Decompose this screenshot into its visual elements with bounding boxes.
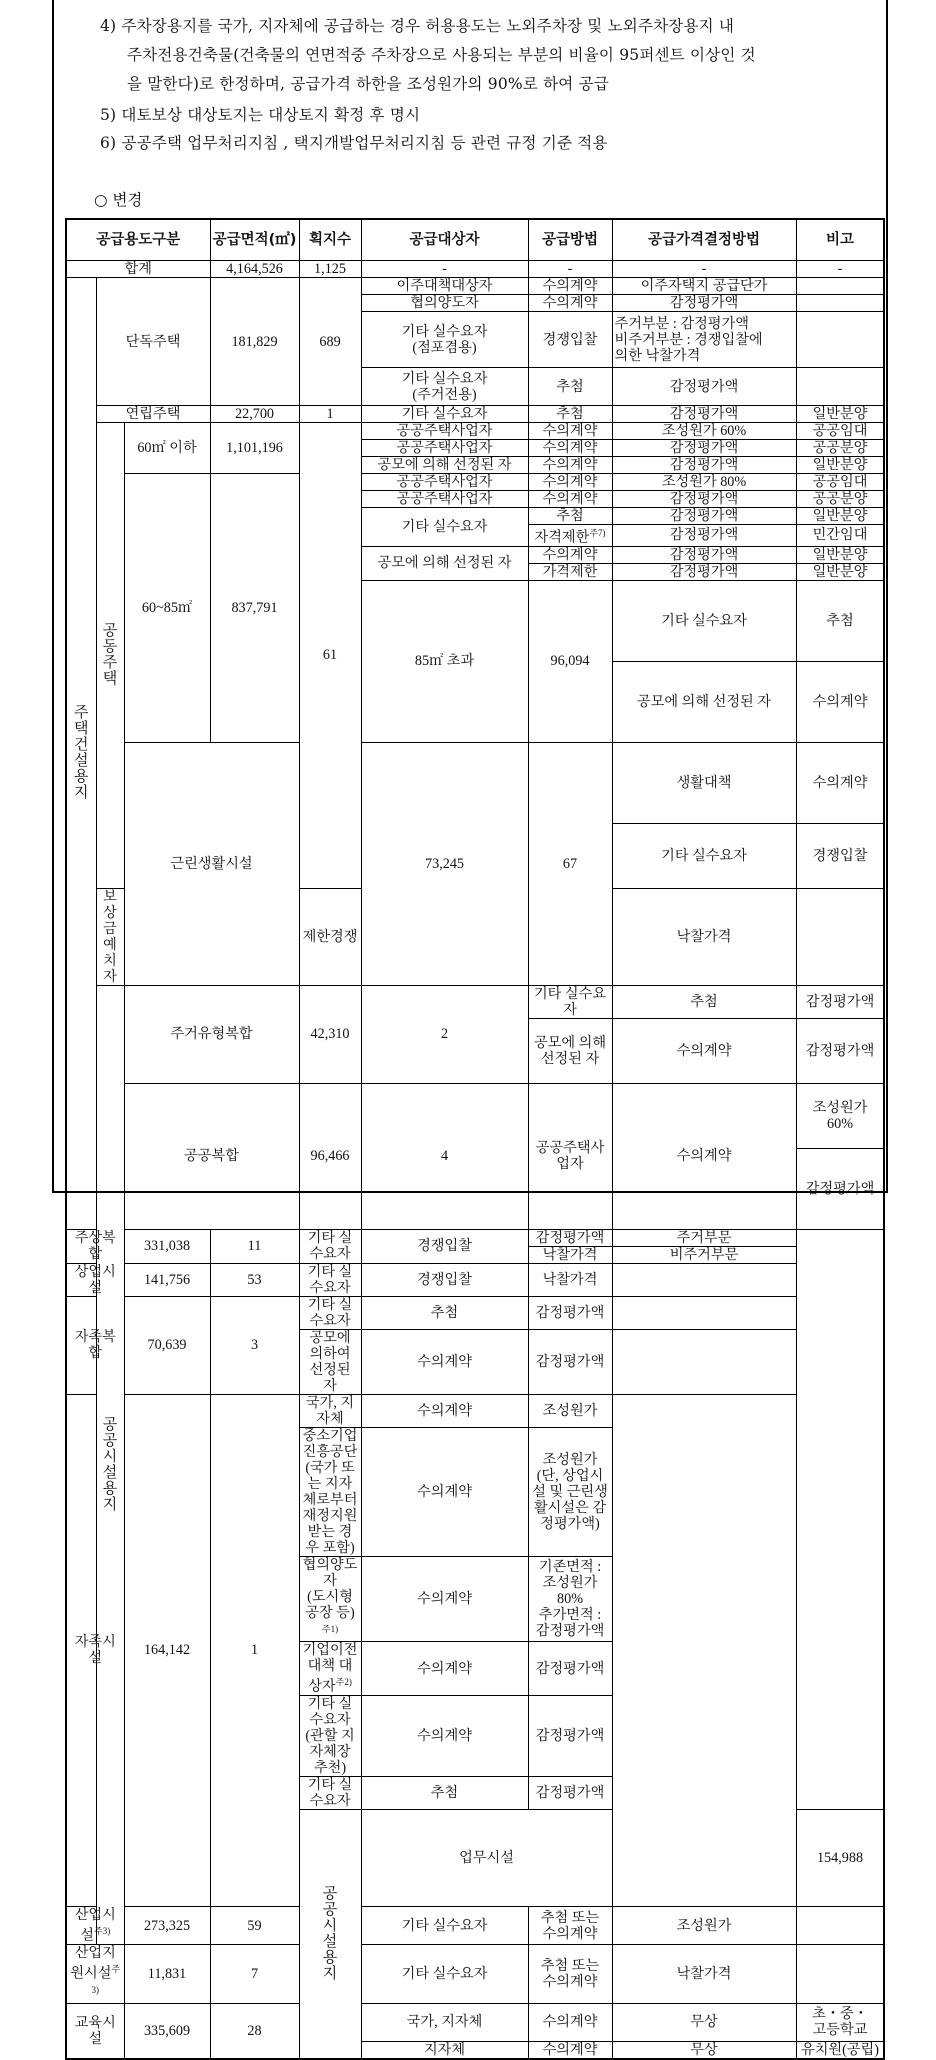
category: 근린생활시설 <box>124 742 299 985</box>
method <box>528 525 612 547</box>
category: 주거유형복합 <box>124 985 299 1083</box>
method: 수의계약 <box>528 457 612 474</box>
target: 공공주택사업자 <box>361 474 528 491</box>
target: 공공주택사업자 <box>361 423 528 440</box>
remark: 민간임대 <box>796 525 884 547</box>
price: 조성원가 60% <box>796 1083 884 1148</box>
area: 96,466 <box>299 1083 361 1229</box>
lots: 61 <box>299 423 361 889</box>
price: 감정평가액 <box>612 525 796 547</box>
method: 추첨 <box>796 580 884 661</box>
total-label: 합계 <box>66 261 210 278</box>
footnote: 주2) <box>335 1677 352 1688</box>
target <box>299 1329 361 1394</box>
method: 수의계약 <box>528 2041 612 2059</box>
table-row <box>66 742 884 823</box>
lots: 67 <box>528 742 612 985</box>
price: 감정평가액 <box>528 1777 612 1810</box>
price: 감정평가액 <box>612 457 796 474</box>
price: 감정평가액 <box>612 295 796 312</box>
remark <box>796 1907 884 1945</box>
group-label: 공동주택 <box>102 623 118 688</box>
lots: 1 <box>210 1394 299 1906</box>
group-apartment <box>96 423 124 889</box>
method: 추첨 <box>528 368 612 406</box>
price: 조성원가 60% <box>612 423 796 440</box>
lots: 2 <box>361 985 528 1083</box>
text: 재정지원 받는 경우 포함) <box>302 1507 358 1556</box>
method: 수의계약 <box>612 1083 796 1229</box>
method: 수의계약 <box>528 295 612 312</box>
method: 제한경쟁 <box>299 888 361 985</box>
dash: - <box>612 261 796 278</box>
remark: 일반분양 <box>796 563 884 580</box>
remark: 공공분양 <box>796 440 884 457</box>
text: (주거전용) <box>412 386 477 403</box>
method: 경쟁입찰 <box>528 312 612 368</box>
remark: 유치원(공립) <box>796 2041 884 2059</box>
group-label: 주택건설용지 <box>74 705 89 802</box>
text: 의한 낙찰가격 <box>614 347 701 364</box>
category: 업무시설 <box>361 1810 612 1907</box>
supply-table <box>65 218 885 2060</box>
area: 273,325 <box>124 1907 210 1945</box>
remark: 일반분양 <box>796 546 884 563</box>
price: 감정평가액 <box>528 1329 612 1394</box>
text: 중소기업진흥공단 <box>302 1427 358 1460</box>
text: (점포겸용) <box>412 339 477 356</box>
text: 활시설은 감정평가액) <box>533 1499 607 1532</box>
lots: 28 <box>210 2003 299 2059</box>
group-label: 공공시설용지 <box>102 1416 118 1513</box>
table-row <box>66 1229 884 1246</box>
price: 무상 <box>612 2041 796 2059</box>
category: 60㎡ 이하 <box>124 423 210 474</box>
category <box>66 1945 124 2003</box>
text: 추첨 또는 <box>540 1957 600 1974</box>
group-public-2 <box>299 1810 361 2059</box>
total-area: 4,164,526 <box>210 261 299 278</box>
target <box>361 368 528 406</box>
price: 감정평가액 <box>612 508 796 525</box>
price <box>528 1556 612 1642</box>
text: 기타 실수요자 <box>401 323 488 340</box>
target: 기타 실수요자 <box>361 1907 528 1945</box>
lots: 11 <box>210 1229 299 1263</box>
target: 기타 실수요자 <box>612 580 796 661</box>
footnote: 주3) <box>91 1964 121 1995</box>
text: 주거부분 : 감정평가액 <box>614 315 749 332</box>
footnote: 주7) <box>589 528 606 538</box>
dash: - <box>528 261 612 278</box>
note-4-line2: 주차전용건축물(건축물의 연면적중 주차장으로 사용되는 부분의 비율이 95퍼센트 이상인 것 <box>127 46 756 64</box>
text: 수의계약 <box>542 1973 598 1990</box>
category: 상업시설 <box>66 1263 124 1296</box>
category: 교육시설 <box>66 2003 124 2059</box>
table-row <box>66 406 884 423</box>
method: 수의계약 <box>361 1394 528 1427</box>
table-row <box>66 1394 884 1427</box>
method: 경쟁입찰 <box>361 1263 528 1296</box>
method: 추첨 <box>528 406 612 423</box>
col-header: 공급면적(㎡) <box>210 219 299 261</box>
method: 추첨 <box>612 985 796 1018</box>
area: 96,094 <box>528 580 612 742</box>
target: 기타 실수요자 <box>299 1296 361 1329</box>
category: 연립주택 <box>96 406 210 423</box>
area: 141,756 <box>124 1263 210 1296</box>
target: 공모에 의해 선정된 자 <box>361 457 528 474</box>
lots: 53 <box>210 1263 299 1296</box>
remark <box>796 278 884 295</box>
area: 331,038 <box>124 1229 210 1263</box>
text: 기타 실수요자 <box>307 1696 353 1729</box>
text: 추가면적 : 감정평가액 <box>535 1607 605 1640</box>
price: 조성원가 80% <box>612 474 796 491</box>
method: 수의계약 <box>528 278 612 295</box>
dash: - <box>361 261 528 278</box>
price: 낙찰가격 <box>612 888 796 985</box>
price: 감정평가액 <box>796 1148 884 1229</box>
price: 낙찰가격 <box>612 1945 796 2003</box>
price: 감정평가액 <box>528 1229 612 1246</box>
price: 감정평가액 <box>528 1696 612 1777</box>
change-label: ○ 변경 <box>94 191 143 209</box>
price: 감정평가액 <box>528 1642 612 1696</box>
remark <box>796 1945 884 2003</box>
text: 기타 실수요자 <box>401 370 488 387</box>
price: 무상 <box>612 2003 796 2041</box>
footnote: 주1) <box>321 1623 339 1634</box>
text: 초・중・ <box>812 2006 868 2023</box>
method: 수의계약 <box>796 661 884 742</box>
text: 비주거부분 : 경쟁입찰에 <box>614 331 763 348</box>
category <box>66 1907 124 1945</box>
target <box>299 1556 361 1642</box>
col-header: 공급용도구분 <box>66 219 210 261</box>
category: 자족시설 <box>66 1394 124 1906</box>
target: 국가, 지자체 <box>299 1394 361 1427</box>
remark <box>612 1263 796 1296</box>
area: 73,245 <box>361 742 528 985</box>
lots: 689 <box>299 278 361 406</box>
table-header <box>66 219 884 261</box>
note-6: 6) 공공주택 업무처리지침 , 택지개발업무처리지침 등 관련 규정 기준 적용 <box>100 134 608 152</box>
area: 70,639 <box>124 1296 210 1394</box>
target: 이주대책대상자 <box>361 278 528 295</box>
table-row <box>66 1083 884 1148</box>
remark: 공공분양 <box>796 491 884 508</box>
target: 보상금예치자 <box>96 888 124 985</box>
text: 산업시설 <box>74 1907 116 1945</box>
target: 협의양도자 <box>361 295 528 312</box>
area: 335,609 <box>124 2003 210 2059</box>
target: 기타 실수요자 <box>528 985 612 1018</box>
method: 수의계약 <box>361 1642 528 1696</box>
dash: - <box>796 261 884 278</box>
text: 고등학교 <box>812 2022 868 2039</box>
remark <box>796 312 884 368</box>
text: 수의계약 <box>542 1925 598 1942</box>
method: 수의계약 <box>361 1329 528 1394</box>
target: 공공주택사업자 <box>361 491 528 508</box>
area: 1,101,196 <box>210 423 299 474</box>
col-header: 공급대상자 <box>361 219 528 261</box>
table-row <box>66 474 884 491</box>
price: 낙찰가격 <box>528 1263 612 1296</box>
price: 감정평가액 <box>612 563 796 580</box>
category: 60~85㎡ <box>124 474 210 743</box>
area: 22,700 <box>210 406 299 423</box>
note-4 <box>100 12 756 99</box>
remark <box>796 368 884 406</box>
price: 이주자택지 공급단가 <box>612 278 796 295</box>
category: 자족복합 <box>66 1296 124 1394</box>
price <box>528 1427 612 1556</box>
text: (관할 지자체장 추천) <box>305 1728 355 1777</box>
price: 낙찰가격 <box>528 1246 612 1263</box>
target: 생활대책 <box>612 742 796 823</box>
price: 감정평가액 <box>612 440 796 457</box>
target: 기타 실수요자 <box>361 508 528 547</box>
text: 기존면적 : 조성원가80% <box>538 1559 602 1608</box>
method: 추첨 <box>361 1296 528 1329</box>
col-header: 획지수 <box>299 219 361 261</box>
lots: 7 <box>210 1945 299 2003</box>
area: 154,988 <box>796 1810 884 1907</box>
group-label: 공공시설용지 <box>322 1885 338 1982</box>
method: 수의계약 <box>528 474 612 491</box>
total-lots: 1,125 <box>299 261 361 278</box>
lots: 4 <box>361 1083 528 1229</box>
table-row <box>66 278 884 295</box>
method: 가격제한 <box>528 563 612 580</box>
price: 감정평가액 <box>796 985 884 1018</box>
text: 조성원가 <box>542 1451 598 1468</box>
note-4-line1: 4) 주차장용지를 국가, 지자체에 공급하는 경우 허용용도는 노외주차장 및 노외주차장용지 내 <box>100 17 735 35</box>
target: 국가, 지자체 <box>361 2003 528 2041</box>
col-header: 공급가격결정방법 <box>612 219 796 261</box>
target: 공모에 의해 선정된 자 <box>361 546 528 580</box>
method: 추첨 <box>361 1777 528 1810</box>
method: 수의계약 <box>528 2003 612 2041</box>
lots: 3 <box>210 1296 299 1394</box>
price <box>612 312 796 368</box>
remark: 공공임대 <box>796 474 884 491</box>
remark <box>612 1394 796 1906</box>
method: 수의계약 <box>612 1018 796 1083</box>
remark: 공공임대 <box>796 423 884 440</box>
remark: 비주거부문 <box>612 1246 796 1263</box>
total-row <box>66 261 884 278</box>
table-row <box>66 1907 884 1945</box>
target: 공공주택사업자 <box>528 1083 612 1229</box>
method: 수의계약 <box>528 491 612 508</box>
method: 수의계약 <box>528 423 612 440</box>
price: 조성원가 <box>612 1907 796 1945</box>
text: (단, 상업시설 및 근린생 <box>532 1467 608 1500</box>
remark: 일반분양 <box>796 508 884 525</box>
price: 감정평가액 <box>612 368 796 406</box>
method: 수의계약 <box>361 1556 528 1642</box>
method: 수의계약 <box>528 440 612 457</box>
target: 기타 실수요자 <box>299 1229 361 1263</box>
table-row <box>66 985 884 1018</box>
lots: 1 <box>299 406 361 423</box>
area: 11,831 <box>124 1945 210 2003</box>
target <box>299 1427 361 1556</box>
remark <box>796 295 884 312</box>
method: 수의계약 <box>528 546 612 563</box>
area: 181,829 <box>210 278 299 406</box>
text: 공모에 의하여 <box>309 1329 351 1362</box>
target: 기타 실수요자 <box>299 1777 361 1810</box>
method <box>528 1945 612 2003</box>
text: (국가 또는 지자체로부터 <box>302 1459 358 1508</box>
col-header: 공급방법 <box>528 219 612 261</box>
lots: 59 <box>210 1907 299 1945</box>
price: 감정평가액 <box>612 546 796 563</box>
method: 경쟁입찰 <box>796 823 884 888</box>
category: 단독주택 <box>96 278 210 406</box>
target: 기타 실수요자 <box>612 823 796 888</box>
remark <box>796 2003 884 2041</box>
target: 기타 실수요자 <box>299 1263 361 1296</box>
target <box>299 1696 361 1777</box>
method <box>528 1907 612 1945</box>
price: 감정평가액 <box>612 491 796 508</box>
area: 837,791 <box>210 474 299 743</box>
method: 추첨 <box>528 508 612 525</box>
table-row <box>66 1263 884 1296</box>
target: 기타 실수요자 <box>361 1945 528 2003</box>
remark: 일반분양 <box>796 457 884 474</box>
remark: 주거부문 <box>612 1229 796 1246</box>
remark <box>612 1329 796 1394</box>
table-row <box>66 1296 884 1329</box>
method: 경쟁입찰 <box>361 1229 528 1263</box>
remark: 일반분양 <box>796 406 884 423</box>
col-header: 비고 <box>796 219 884 261</box>
area: 42,310 <box>299 985 361 1083</box>
table-row <box>66 423 884 440</box>
method: 수의계약 <box>796 742 884 823</box>
target: 기타 실수요자 <box>361 406 528 423</box>
price: 조성원가 <box>528 1394 612 1427</box>
table-row <box>66 2003 884 2041</box>
area: 164,142 <box>124 1394 210 1906</box>
price: 감정평가액 <box>528 1296 612 1329</box>
text: 자격제한 <box>534 529 590 546</box>
note-4-line3: 을 말한다)로 한정하며, 공급가격 하한을 조성원가의 90%로 하여 공급 <box>127 75 609 93</box>
method: 수의계약 <box>361 1696 528 1777</box>
target: 공모에 의해 선정된 자 <box>612 661 796 742</box>
remark <box>612 1296 796 1329</box>
group-housing <box>66 278 96 1230</box>
category: 공공복합 <box>124 1083 299 1229</box>
target: 공공주택사업자 <box>361 440 528 457</box>
text: 선정된 자 <box>309 1361 351 1394</box>
text: (도시형공장 등) <box>305 1588 355 1621</box>
target: 지자체 <box>361 2041 528 2059</box>
text: 기업이전대책 대상자 <box>302 1642 358 1696</box>
target <box>361 312 528 368</box>
price: 감정평가액 <box>612 406 796 423</box>
target: 공모에 의해 선정된 자 <box>528 1018 612 1083</box>
method: 수의계약 <box>361 1427 528 1556</box>
note-5: 5) 대토보상 대상토지는 대상토지 확정 후 명시 <box>100 106 421 124</box>
text: 추첨 또는 <box>540 1909 600 1926</box>
text: 협의양도자 <box>302 1556 358 1589</box>
footnote: 주3) <box>94 1926 111 1937</box>
category: 주상복합 <box>66 1229 124 1263</box>
text: 산업지원시설 <box>70 1945 116 1982</box>
target <box>299 1642 361 1696</box>
category: 85㎡ 초과 <box>361 580 528 742</box>
table-row <box>66 1945 884 2003</box>
price: 감정평가액 <box>796 1018 884 1083</box>
